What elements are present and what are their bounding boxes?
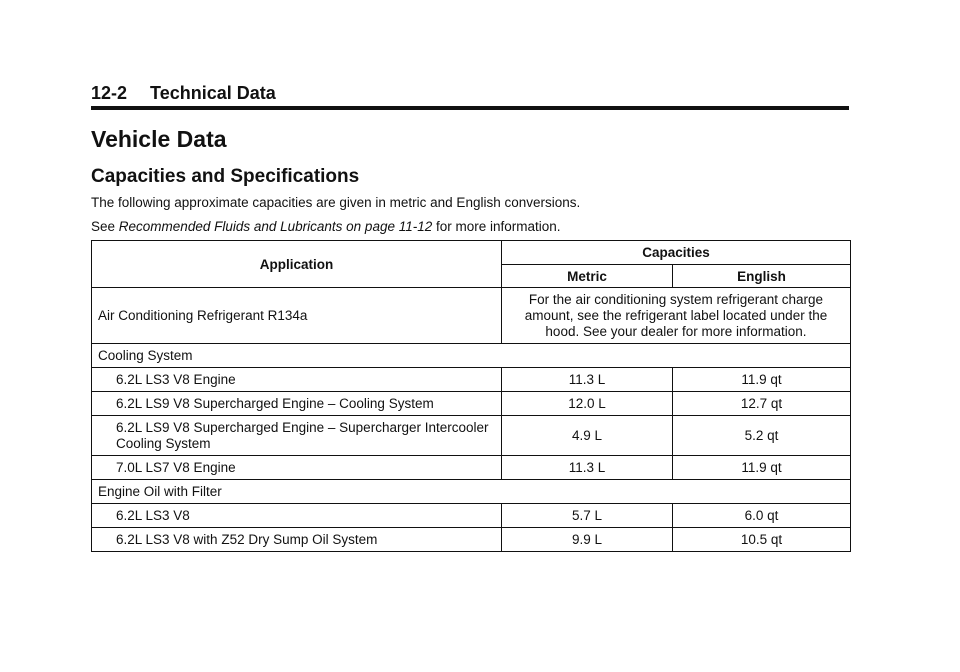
page-title: Vehicle Data	[91, 126, 227, 152]
see-prefix: See	[91, 219, 116, 234]
row-english: 6.0 qt	[673, 504, 851, 528]
row-name: 6.2L LS3 V8 Engine	[92, 368, 502, 392]
see-reference	[91, 219, 561, 234]
header-application: Application	[92, 241, 502, 288]
row-metric: 11.3 L	[502, 456, 673, 480]
header-english: English	[673, 265, 851, 288]
intro-text: The following approximate capacities are given in metric and English conversions.	[91, 195, 581, 210]
row-english: 10.5 qt	[673, 528, 851, 552]
row-english: 11.9 qt	[673, 368, 851, 392]
ac-label: Air Conditioning Refrigerant R134a	[92, 288, 502, 344]
page-number: 12-2	[91, 83, 128, 103]
row-name: 6.2L LS3 V8	[92, 504, 502, 528]
see-suffix: for more information.	[436, 219, 561, 234]
row-name: 6.2L LS9 V8 Supercharged Engine – Cooling System	[92, 392, 502, 416]
row-metric: 5.7 L	[502, 504, 673, 528]
row-metric: 9.9 L	[502, 528, 673, 552]
table-row	[92, 288, 851, 344]
row-metric: 12.0 L	[502, 392, 673, 416]
section-title: Technical Data	[150, 83, 276, 103]
page-header	[91, 80, 849, 110]
table-row	[92, 392, 851, 416]
group-row	[92, 480, 851, 504]
section-subtitle: Capacities and Specifications	[91, 166, 360, 187]
table-row	[92, 528, 851, 552]
row-name: 6.2L LS3 V8 with Z52 Dry Sump Oil System	[92, 528, 502, 552]
header-metric: Metric	[502, 265, 673, 288]
row-metric: 4.9 L	[502, 416, 673, 456]
row-english: 5.2 qt	[673, 416, 851, 456]
row-english: 12.7 qt	[673, 392, 851, 416]
table-row	[92, 504, 851, 528]
table-row	[92, 456, 851, 480]
ac-note: For the air conditioning system refrigerant charge amount, see the refrigerant label located under the hood. See your dealer for more information.	[502, 288, 851, 344]
row-name: 6.2L LS9 V8 Supercharged Engine – Supercharger Intercooler Cooling System	[92, 416, 502, 456]
row-name: 7.0L LS7 V8 Engine	[92, 456, 502, 480]
table-row	[92, 368, 851, 392]
group-row	[92, 344, 851, 368]
header-capacities: Capacities	[502, 241, 851, 265]
oil-group-label: Engine Oil with Filter	[92, 480, 851, 504]
see-link[interactable]: Recommended Fluids and Lubricants on page 11-12	[118, 219, 433, 234]
cooling-group-label: Cooling System	[92, 344, 851, 368]
capacities-table	[91, 240, 851, 552]
row-metric: 11.3 L	[502, 368, 673, 392]
row-english: 11.9 qt	[673, 456, 851, 480]
table-row	[92, 416, 851, 456]
